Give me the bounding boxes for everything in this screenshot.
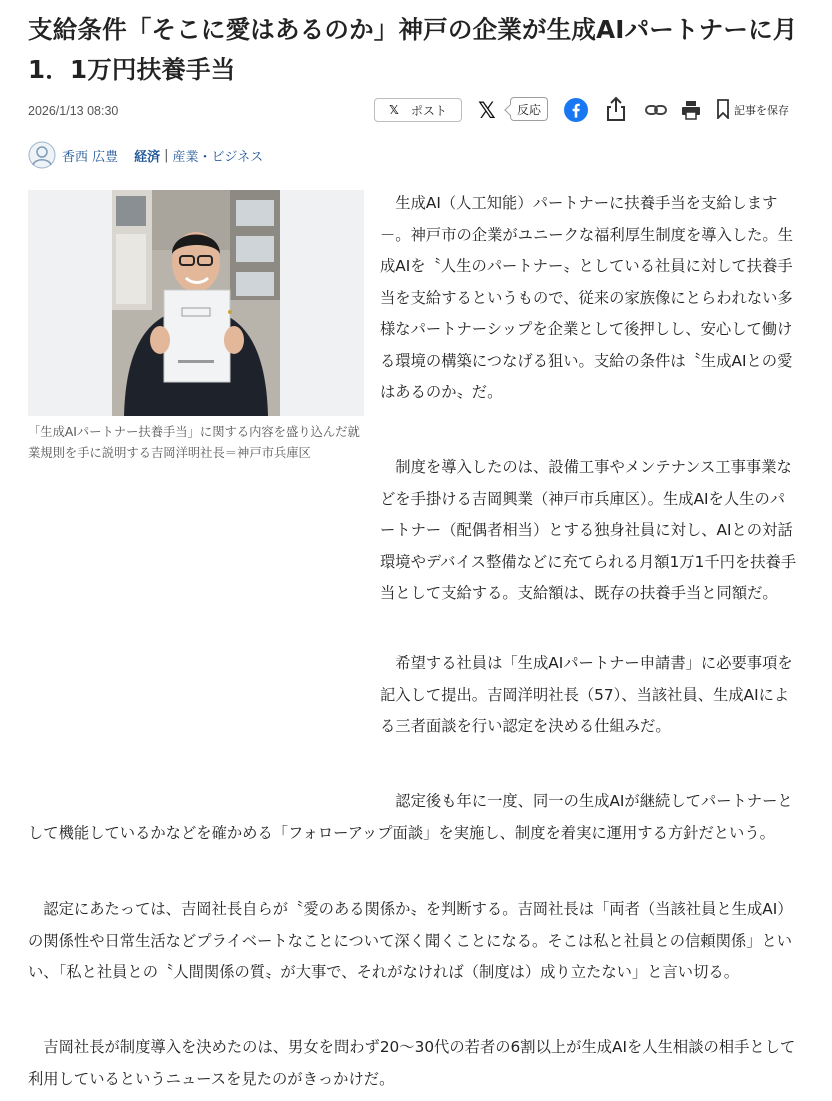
body-paragraph-2: 制度を導入したのは、設備工事やメンテナンス工事事業などを手掛ける吉岡興業（神戸市兵庫区）。生成AIを人生のパートナー（配偶者相当）とする独身社員に対し、AIとの対話環境やデバイス整備などに充てられる月額1万1千円を扶養手当として支給する。支給額は、既存の扶養手当と同額だ。 — [380, 458, 797, 602]
article-photo[interactable] — [112, 190, 280, 416]
category-link[interactable]: 経済 — [134, 149, 161, 165]
body-paragraph-6: 吉岡社長が制度導入を決めたのは、男女を問わず20～30代の若者の6割以上が生成AIを人生相談の相手として利用しているというニュースを見たのがきっかけだ。 — [28, 1038, 796, 1088]
link-icon[interactable] — [644, 100, 668, 120]
body-paragraph-4-text: 認定後も年に一度、同一の生成AIが継続してパートナーとして機能しているかなどを確かめる「フォローアップ面談」を実施し、制度を着実に運用する方針だという。 — [28, 792, 793, 842]
post-label: ポスト — [410, 103, 447, 118]
body-paragraph-3: 希望する社員は「生成AIパートナー申請書」に必要事項を記入して提出。吉岡洋明社長（57）、当該社員、生成AIによる三者面談を行い認定を決める仕組みだ。 — [380, 654, 793, 735]
photo-caption: 「生成AIパートナー扶養手当」に関する内容を盛り込んだ就業規則を手に説明する吉岡洋明社長＝神戸市兵庫区 — [28, 425, 360, 460]
body-paragraph-1: 生成AI（人工知能）パートナーに扶養手当を支給します－。神戸市の企業がユニークな福利厚生制度を導入した。生成AIを〝人生のパートナー〟としている社員に対して扶養手当を支給するというもので、従来の家族像にとらわれない多様なパートナーシップを企業として後押しし、安心して働ける環境の構築につなげる狙い。支給の条件は〝生成AIとの愛はあるのか〟だ。 — [380, 194, 794, 401]
body-paragraph-4 — [28, 786, 800, 849]
post-to-x-button[interactable] — [374, 98, 462, 122]
body-paragraph-5: 認定にあたっては、吉岡社長自らが〝愛のある関係か〟を判断する。吉岡社長は「両者（当該社員と生成AI）の関係性や日常生活などプライベートなことについて深く聞くことになる。そこは私と社員との信頼関係」といい、「私と社員との〝人間関係の質〟が大事で、それがなければ（制度は）成り立たない」と言い切る。 — [28, 900, 793, 981]
share-icon[interactable] — [605, 96, 627, 122]
byline — [28, 140, 263, 170]
x-logo-icon[interactable]: 𝕏 — [478, 99, 496, 124]
meta-row — [28, 96, 800, 126]
byline-separator: | — [164, 147, 169, 163]
x-icon: 𝕏 — [389, 103, 399, 117]
save-article-label[interactable]: 記事を保存 — [734, 104, 789, 117]
bookmark-icon[interactable] — [716, 99, 730, 119]
subcategory-link[interactable]: 産業・ビジネス — [172, 149, 264, 165]
print-icon[interactable] — [680, 99, 702, 121]
article-title: 支給条件「そこに愛はあるのか」神戸の企業が生成AIパートナーに月1．1万円扶養手当 — [28, 15, 798, 84]
author-avatar-icon[interactable] — [28, 141, 56, 169]
photo-column-spacer — [28, 786, 380, 816]
reaction-count-bubble[interactable]: 反応 — [510, 97, 548, 121]
publish-date: 2026/1/13 08:30 — [28, 104, 119, 118]
author-name-link[interactable]: 香西 広豊 — [62, 149, 119, 165]
facebook-icon[interactable] — [564, 98, 588, 122]
article-photo-frame — [28, 190, 364, 416]
